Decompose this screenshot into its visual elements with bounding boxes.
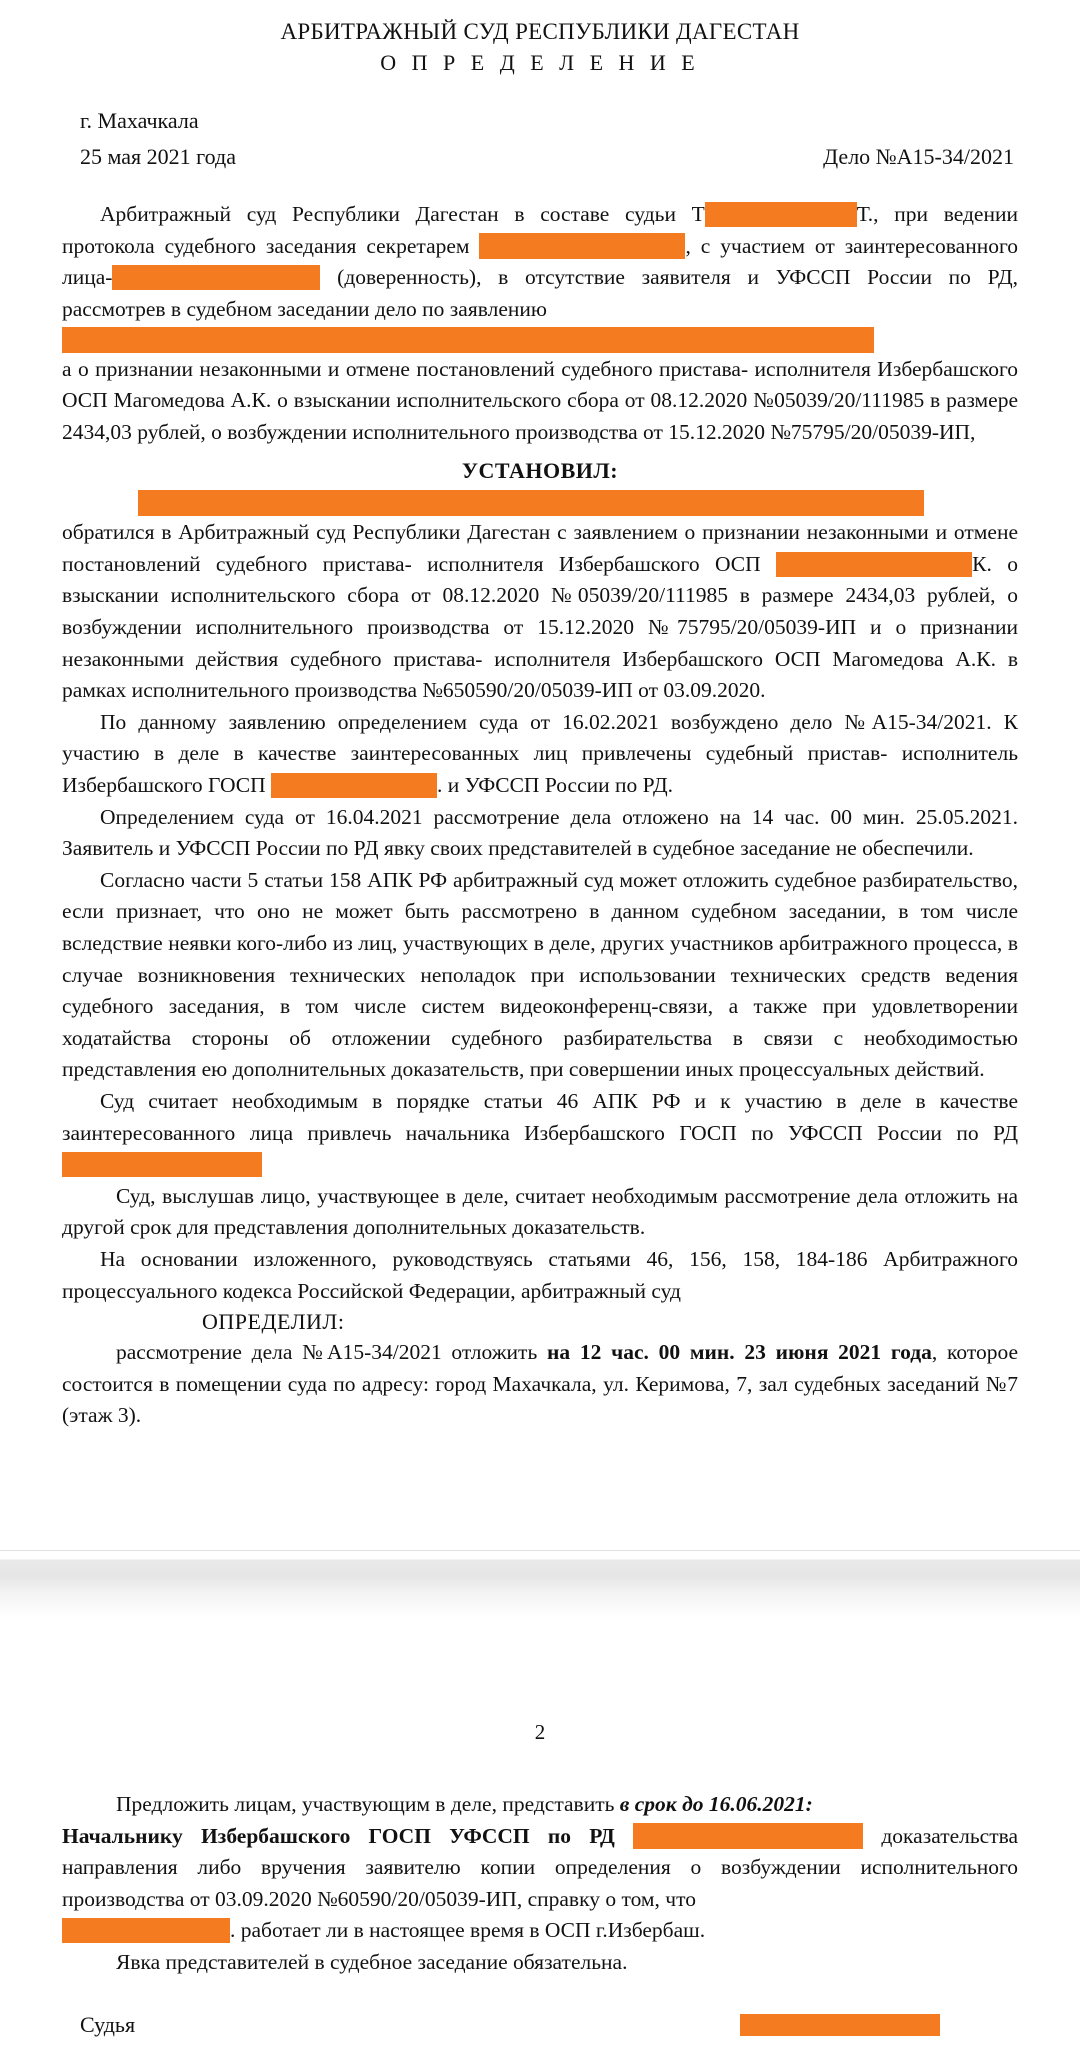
document-kind-heading: О П Р Е Д Е Л Е Н И Е: [380, 49, 700, 75]
ustanovil-paragraph-7: На основании изложенного, руководствуясь статьями 46, 156, 158, 184-186 Арбитражного процессуального кодекса Российской Федерации, арбитражный суд: [62, 1246, 1018, 1303]
addressee-chief: Начальнику Избербашского ГОСП УФССП по РД: [62, 1823, 615, 1848]
city-label: г. Махачкала: [80, 108, 199, 134]
ustanovil-text-5a: Суд считает необходимым в порядке статьи 46 АПК РФ и к участию в деле в качестве заинтересованного лица привлечь начальника Избербашского ГОСП по УФССП России по РД: [62, 1088, 1018, 1145]
case-number: Дело №А15-34/2021: [823, 144, 1014, 170]
page-separator: [0, 1550, 1080, 1626]
intro-text-a: Арбитражный суд Республики Дагестан в составе судьи Т: [100, 202, 705, 227]
opredelil-text-b: , которое состоится в помещении суда по адресу: город Махачкала, ул. Керимова, 7, зал судебных заседаний №7 (этаж 3).: [62, 1340, 1019, 1428]
ustanovil-paragraph-1: [62, 517, 1018, 707]
page-number: 2: [534, 1719, 546, 1744]
ustanovil-paragraph-4: Согласно части 5 статьи 158 АПК РФ арбитражный суд может отложить судебное разбирательство, если признает, что оно не может быть рассмотрено в данном судебном заседании, в том числе вследствие неявки кого-либо из лиц, участвующих в деле, других участников арбитражного процесса, в случае возникновения технических неполадок при использовании технических средств ведения судебного заседания, в том числе систем видеоконференц-связи, а также при удовлетворении ходатайства стороны об отложении судебного разбирательства в связи с необходимостью представления ею дополнительных доказательств, при совершении иных процессуальных действий.: [62, 867, 1018, 1082]
redaction-bailiff-name-2: [271, 773, 437, 798]
ustanovil-text-2a: По данному заявлению определением суда от 16.02.2021 возбуждено дело №А15-34/2021. К участию в деле в качестве заинтересованных лиц привлечены судебный пристав- исполнитель Избербашского ГОСП: [62, 709, 1018, 798]
page2-text-2b: . работает ли в настоящее время в ОСП г.Избербаш.: [230, 1918, 706, 1943]
court-title: АРБИТРАЖНЫЙ СУД РЕСПУБЛИКИ ДАГЕСТАН: [280, 19, 800, 44]
ustanovil-paragraph-3: Определением суда от 16.04.2021 рассмотрение дела отложено на 14 час. 00 мин. 25.05.2021. Заявитель и УФССП России по РД явку своих представителей в судебное заседание не обеспечили.: [62, 804, 1018, 861]
deadline-text: в срок до 16.06.2021:: [619, 1791, 813, 1816]
redaction-signature: [740, 2014, 940, 2036]
opredelil-paragraph: [62, 1337, 1018, 1432]
opredelil-text-a: рассмотрение дела №А15-34/2021 отложить: [116, 1340, 547, 1365]
opredelil-heading: ОПРЕДЕЛИЛ:: [202, 1309, 345, 1335]
redaction-secretary-name: [479, 233, 685, 258]
ustanovil-text-1b: К. о взыскании исполнительского сбора от 08.12.2020 №05039/20/111985 в размере 2434,03 рублей, о возбуждении исполнительного производства от 15.12.2020 №75795/20/05039-ИП и о признании незаконными действия судебного пристава- исполнителя Избербашского ОСП Магомедова А.К. в рамках исполнительного производства №650590/20/05039-ИП от 03.09.2020.: [62, 551, 1018, 703]
ustanovil-paragraph-5: [62, 1086, 1018, 1181]
redaction-chief-name-2: [633, 1823, 863, 1848]
signature-label: Судья: [80, 2012, 136, 2038]
meta-city-row: [62, 105, 1018, 137]
redaction-bailiff-name: [776, 552, 972, 577]
redaction-judge-name: [705, 202, 857, 227]
intro-text-d: (доверенность), в отсутствие заявителя и УФССП России по РД, рассмотрев в судебном заседании дело по заявлению: [62, 265, 1018, 321]
signature-row: [62, 2012, 1018, 2038]
ustanovil-paragraph-6: Суд, выслушав лицо, участвующее в деле, считает необходимым рассмотрение дела отложить на другой срок для представления дополнительных доказательств.: [62, 1183, 1018, 1240]
redaction-applicant-name-2: [138, 490, 924, 516]
intro-text-b: Т., при ведении протокола судебного заседания секретарем: [62, 202, 1018, 258]
document-page-2: [0, 1626, 1080, 2058]
meta-date-case-row: [62, 141, 1018, 173]
redaction-chief-name: [62, 1152, 262, 1177]
redaction-applicant-name-full: [62, 327, 874, 353]
page2-paragraph-3: Явка представителей в судебное заседание обязательна.: [116, 1949, 628, 1974]
ustanovil-heading: УСТАНОВИЛ:: [461, 458, 619, 484]
intro-text-c: , с участием от заинтересованного лица-: [62, 233, 1019, 290]
ustanovil-text-1a: обратился в Арбитражный суд Республики Дагестан с заявлением о признании незаконными и отмене постановлений судебного пристава- исполнителя Избербашского ОСП: [62, 520, 1018, 576]
redaction-representative-name: [112, 265, 320, 290]
page2-paragraph-2: [62, 1821, 1018, 1947]
intro-paragraph-tail: а о признании незаконными и отмене постановлений судебного пристава- исполнителя Избербашского ОСП Магомедова А.К. о взыскании исполнительского сбора от 08.12.2020 №05039/20/111985 в размере 2434,03 рублей, о возбуждении исполнительного производства от 15.12.2020 №75795/20/05039-ИП,: [62, 356, 1018, 444]
hearing-datetime: на 12 час. 00 мин. 23 июня 2021 года: [547, 1340, 932, 1365]
redaction-person-name-3: [62, 1918, 230, 1943]
document-date: 25 мая 2021 года: [80, 144, 236, 170]
page2-paragraph-1: [62, 1789, 1018, 1821]
ustanovil-text-2b: . и УФССП России по РД.: [437, 773, 674, 798]
intro-paragraph: [62, 199, 1018, 325]
page2-text-1a: Предложить лицам, участвующим в деле, представить: [116, 1791, 620, 1816]
page2-text-2a: доказательства направления либо вручения заявителю копии определения о возбуждении исполнительного производства от 03.09.2020 №60590/20/05039-ИП, справку о том, что: [62, 1823, 1019, 1911]
ustanovil-paragraph-2: [62, 707, 1018, 802]
